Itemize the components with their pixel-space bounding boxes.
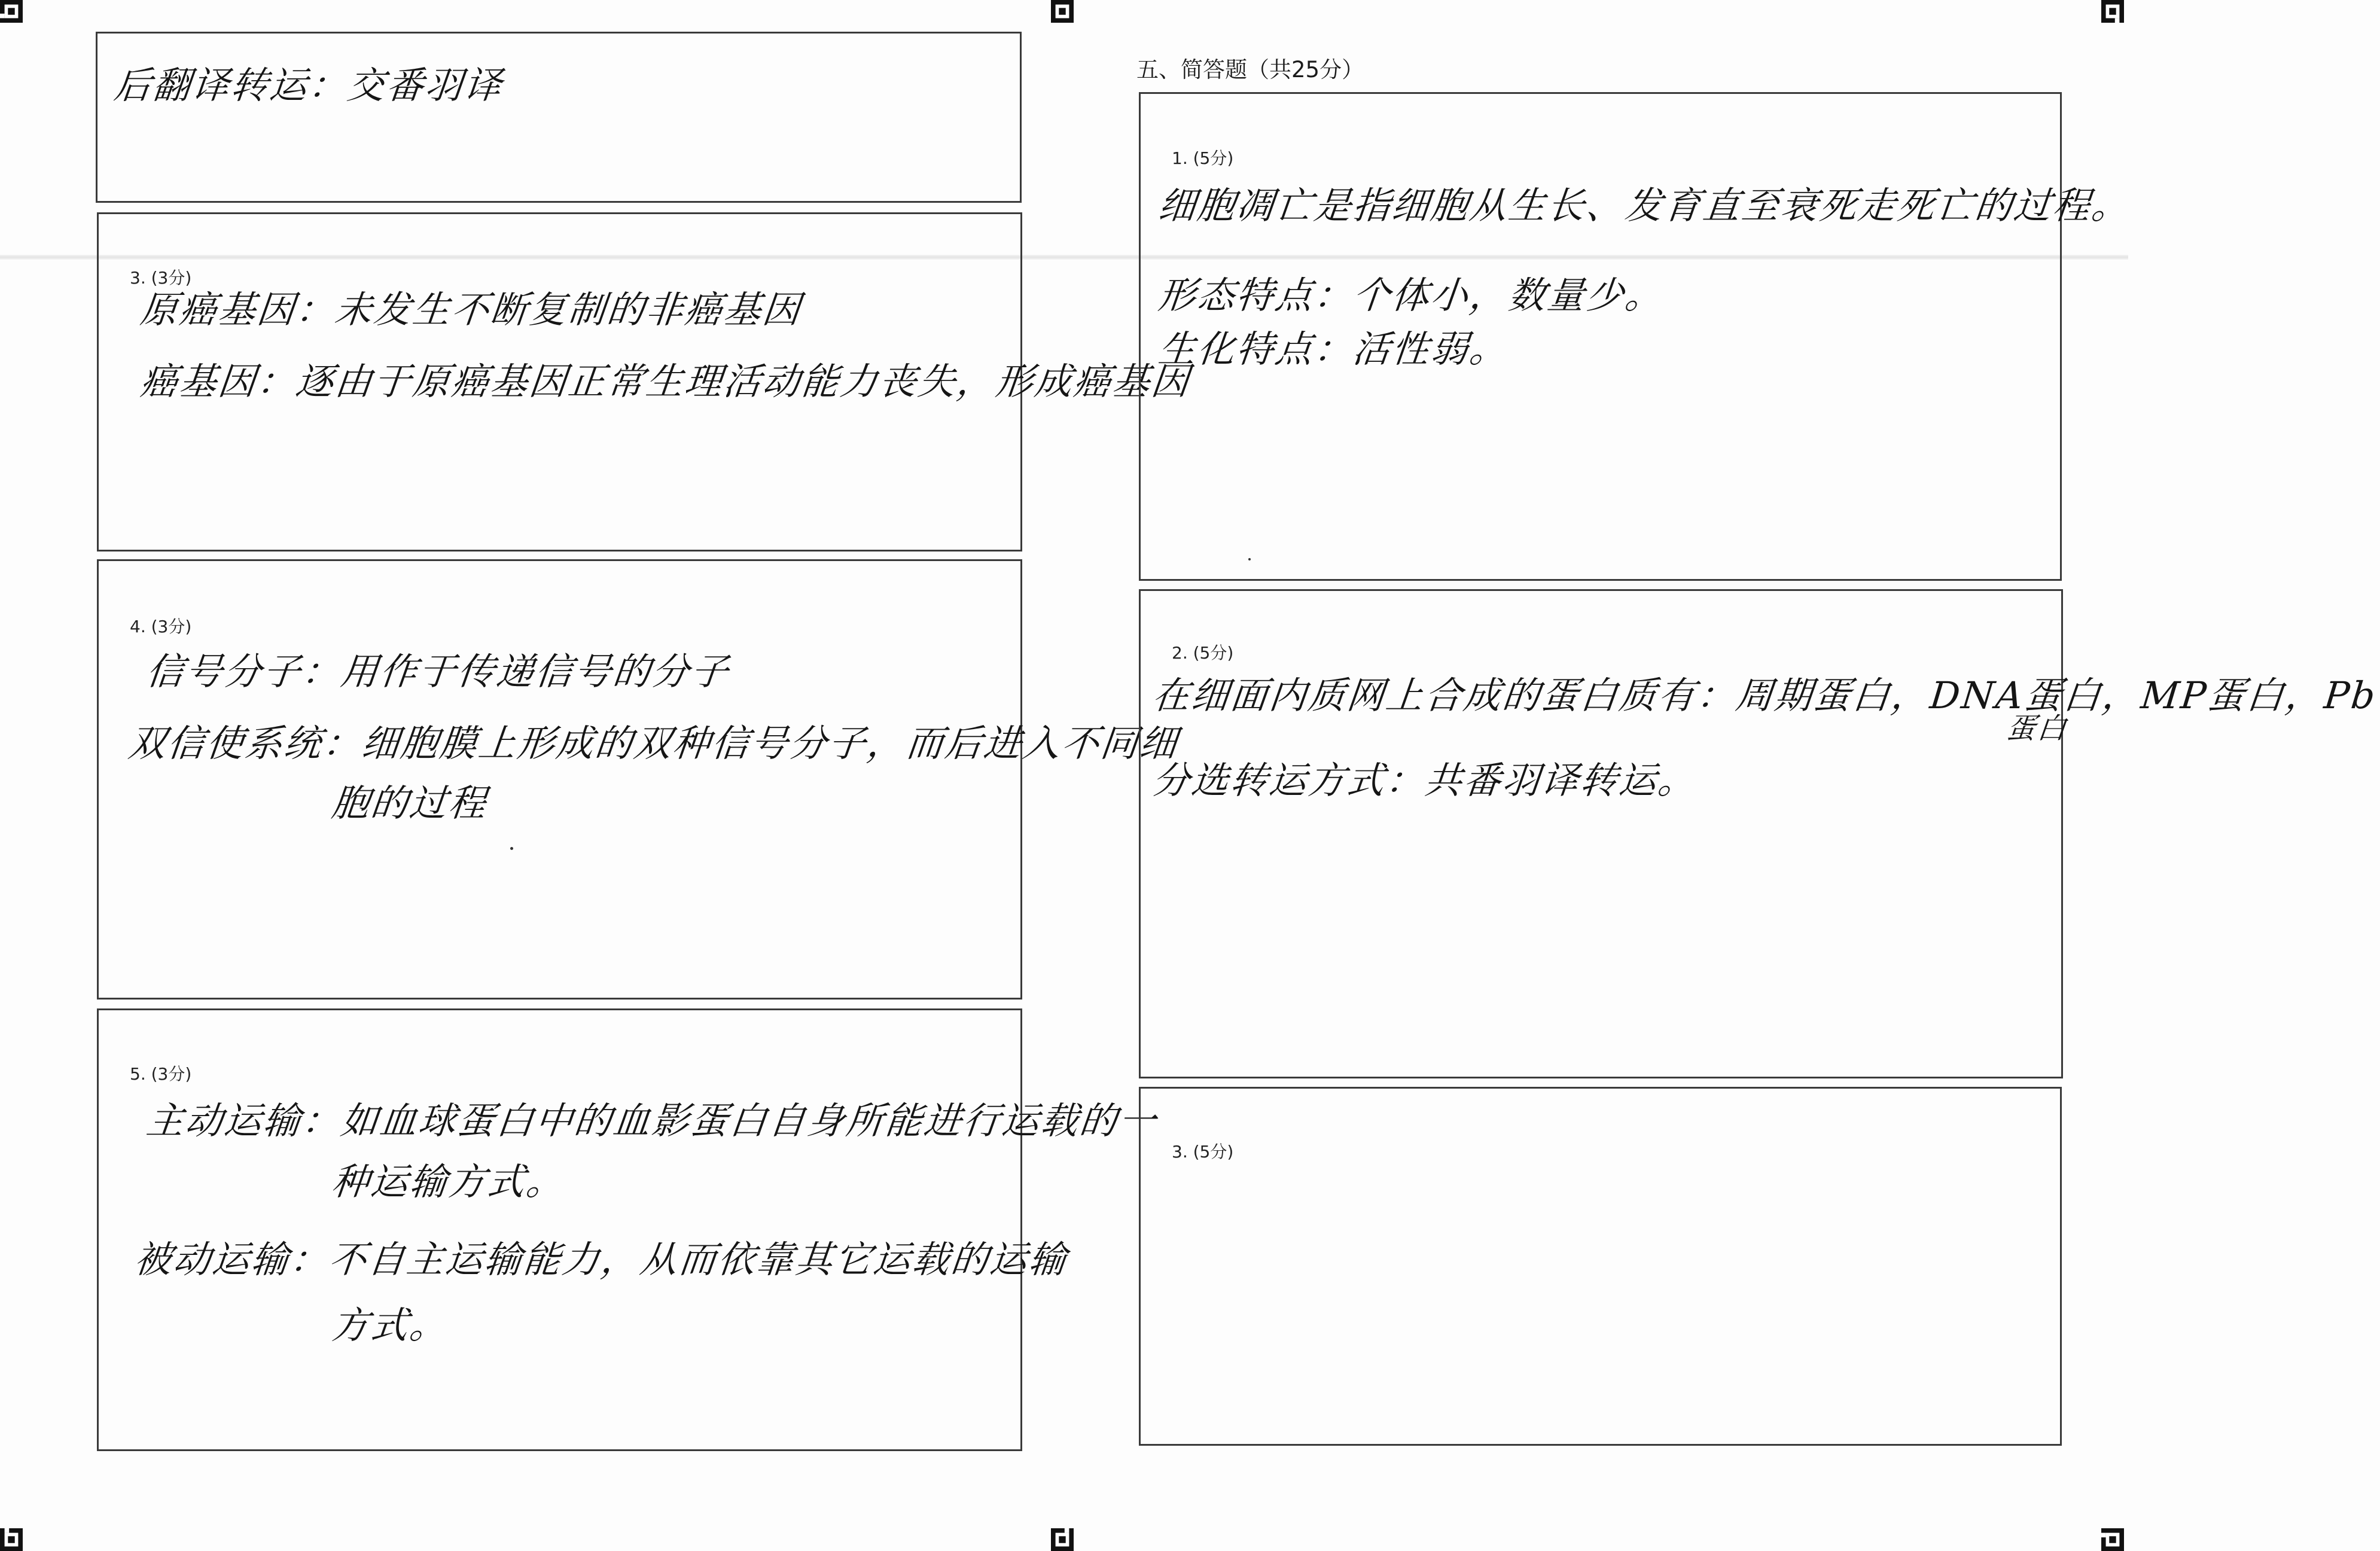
handwritten-answer-line: 形态特点：个体小，数量少。: [1156, 273, 1666, 317]
section-title: 五、简答题（共25分）: [1136, 57, 1364, 83]
ink-dot: [1248, 558, 1251, 560]
scan-marker-icon: [2101, 1528, 2124, 1551]
scan-marker-icon: [2101, 0, 2124, 23]
scan-marker-icon: [1051, 0, 1074, 23]
answer-box-q2: [1139, 589, 2379, 1078]
handwritten-answer-line: 方式。: [330, 1303, 451, 1347]
handwritten-answer-line: 蛋白: [2005, 712, 2070, 745]
handwritten-answer-line: 癌基因：逐由于原癌基因正常生理活动能力丧失，形成癌基因: [138, 359, 1193, 403]
handwritten-answer-line: 生化特点：活性弱。: [1156, 327, 1511, 371]
handwritten-answer-line: 原癌基因：未发生不断复制的非癌基因: [138, 288, 804, 331]
scan-marker-icon: [0, 0, 23, 23]
handwritten-answer-line: 细胞凋亡是指细胞从生长、发育直至衰死走死亡的过程。: [1156, 184, 2133, 227]
scan-marker-icon: [0, 1528, 23, 1551]
question-label: 5. (3分): [130, 1064, 192, 1084]
answer-box-q5: [97, 1008, 1160, 1451]
answer-box-q3: [97, 212, 1193, 551]
answer-box-q1: [1139, 92, 2133, 581]
answer-box-prev: [96, 32, 1022, 203]
handwritten-answer-line: 后翻译转运：交番羽译: [112, 63, 505, 107]
handwritten-answer-line: 信号分子：用作于传递信号的分子: [144, 650, 732, 693]
handwritten-answer-line: 胞的过程: [330, 781, 490, 825]
answer-box-q4: [97, 559, 1181, 1000]
question-label: 1. (5分): [1172, 148, 1234, 168]
question-label: 3. (5分): [1172, 1142, 1234, 1162]
handwritten-answer-line: 在细面内质网上合成的蛋白质有：周期蛋白，DNA蛋白，MP蛋白，Pb: [1150, 674, 2379, 717]
handwritten-answer-line: 双信使系统：细胞膜上形成的双种信号分子，而后进入不同细: [126, 721, 1181, 765]
handwritten-answer-line: 被动运输：不自主运输能力，从而依靠其它运载的运输: [132, 1238, 1070, 1281]
scan-marker-icon: [1051, 1528, 1074, 1551]
question-label: 4. (3分): [130, 617, 192, 636]
handwritten-answer-line: 主动运输：如血球蛋白中的血影蛋白自身所能进行运载的一: [144, 1099, 1160, 1142]
handwritten-answer-line: 分选转运方式：共番羽译转运。: [1150, 758, 1699, 802]
answer-box-q3-right: [1139, 1087, 2062, 1446]
ink-dot: [510, 847, 513, 850]
question-label: 2. (5分): [1172, 643, 1234, 663]
handwritten-answer-line: 种运输方式。: [330, 1160, 568, 1203]
question-label: 3. (3分): [130, 268, 192, 288]
